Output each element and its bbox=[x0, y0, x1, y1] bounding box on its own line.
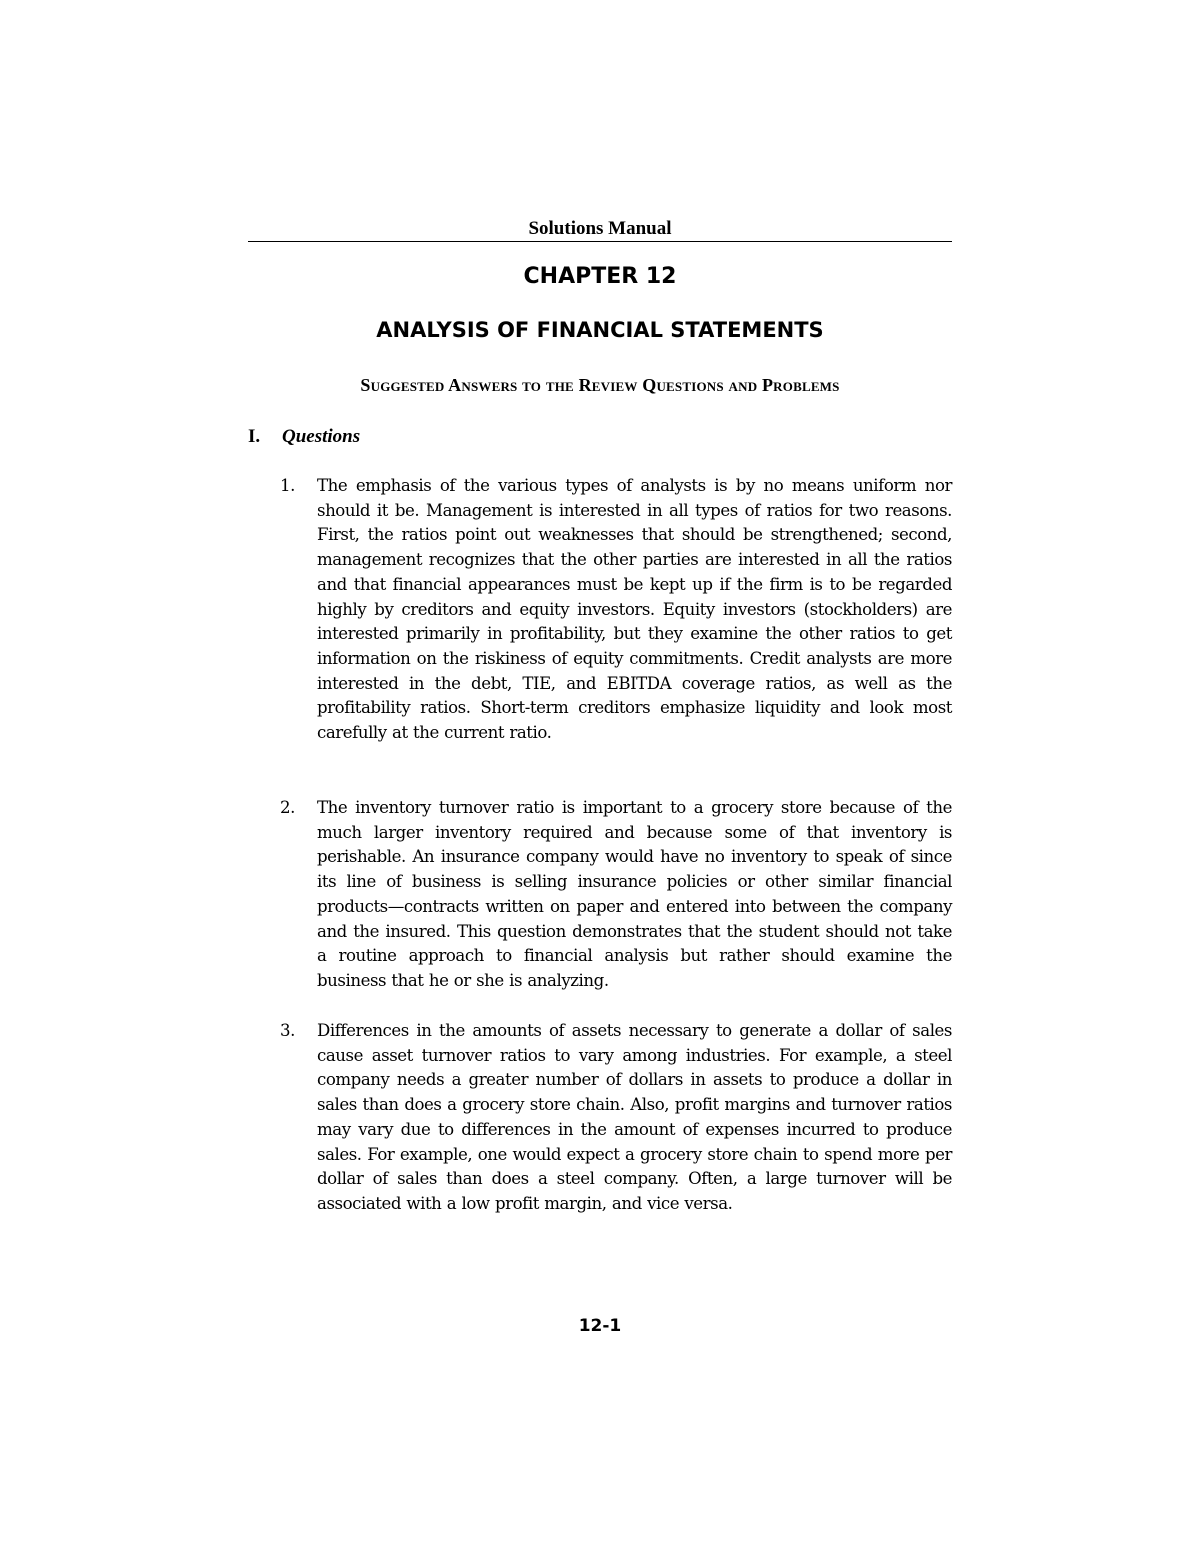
section-heading bbox=[248, 425, 952, 449]
answer-text: The inventory turnover ratio is important to a grocery store because of the much larger inventory required and because some of that inventory is perishable. An insurance company would have no inventory to speak of since its line of business is selling insurance policies or other similar financial products—contracts written on paper and entered into between the company and the insured. This question demonstrates that the student should not take a routine approach to financial analysis but rather should examine the business that he or she is analyzing. bbox=[317, 798, 952, 990]
chapter-title: CHAPTER 12 bbox=[523, 264, 677, 289]
answer-item bbox=[280, 1019, 952, 1217]
answer-item bbox=[280, 796, 952, 994]
section-label: Questions bbox=[282, 426, 361, 447]
answer-number: 3. bbox=[280, 1021, 295, 1040]
answer-item bbox=[280, 474, 952, 746]
header-rule bbox=[248, 241, 952, 242]
chapter-subtitle: ANALYSIS OF FINANCIAL STATEMENTS bbox=[376, 318, 824, 342]
answer-number: 2. bbox=[280, 798, 295, 817]
section-number: I. bbox=[248, 426, 261, 447]
section-intro: Suggested Answers to the Review Questions and Problems bbox=[360, 375, 840, 395]
answer-text: Differences in the amounts of assets necessary to generate a dollar of sales cause asset turnover ratios to vary among industries. For example, a steel company needs a greater number of dollars in assets to produce a dollar in sales than does a grocery store chain. Also, profit margins and turnover ratios may vary due to differences in the amount of expenses incurred to produce sales. For example, one would expect a grocery store chain to spend more per dollar of sales than does a steel company. Often, a large turnover will be associated with a low profit margin, and vice versa. bbox=[317, 1021, 952, 1213]
page-number: 12-1 bbox=[578, 1316, 622, 1336]
running-header: Solutions Manual bbox=[528, 218, 672, 239]
answer-number: 1. bbox=[280, 476, 295, 495]
answer-text: The emphasis of the various types of analysts is by no means uniform nor should it be. Management is interested in all types of ratios for two reasons. First, the ratios point out weaknesses that should be strengthened; second, management recognizes that the other parties are interested in all the ratios and that financial appearances must be kept up if the firm is to be regarded highly by creditors and equity investors. Equity investors (stockholders) are interested primarily in profitability, but they examine the other ratios to get information on the riskiness of equity commitments. Credit analysts are more interested in the debt, TIE, and EBITDA coverage ratios, as well as the profitability ratios. Short-term creditors emphasize liquidity and look most carefully at the current ratio. bbox=[317, 476, 952, 743]
